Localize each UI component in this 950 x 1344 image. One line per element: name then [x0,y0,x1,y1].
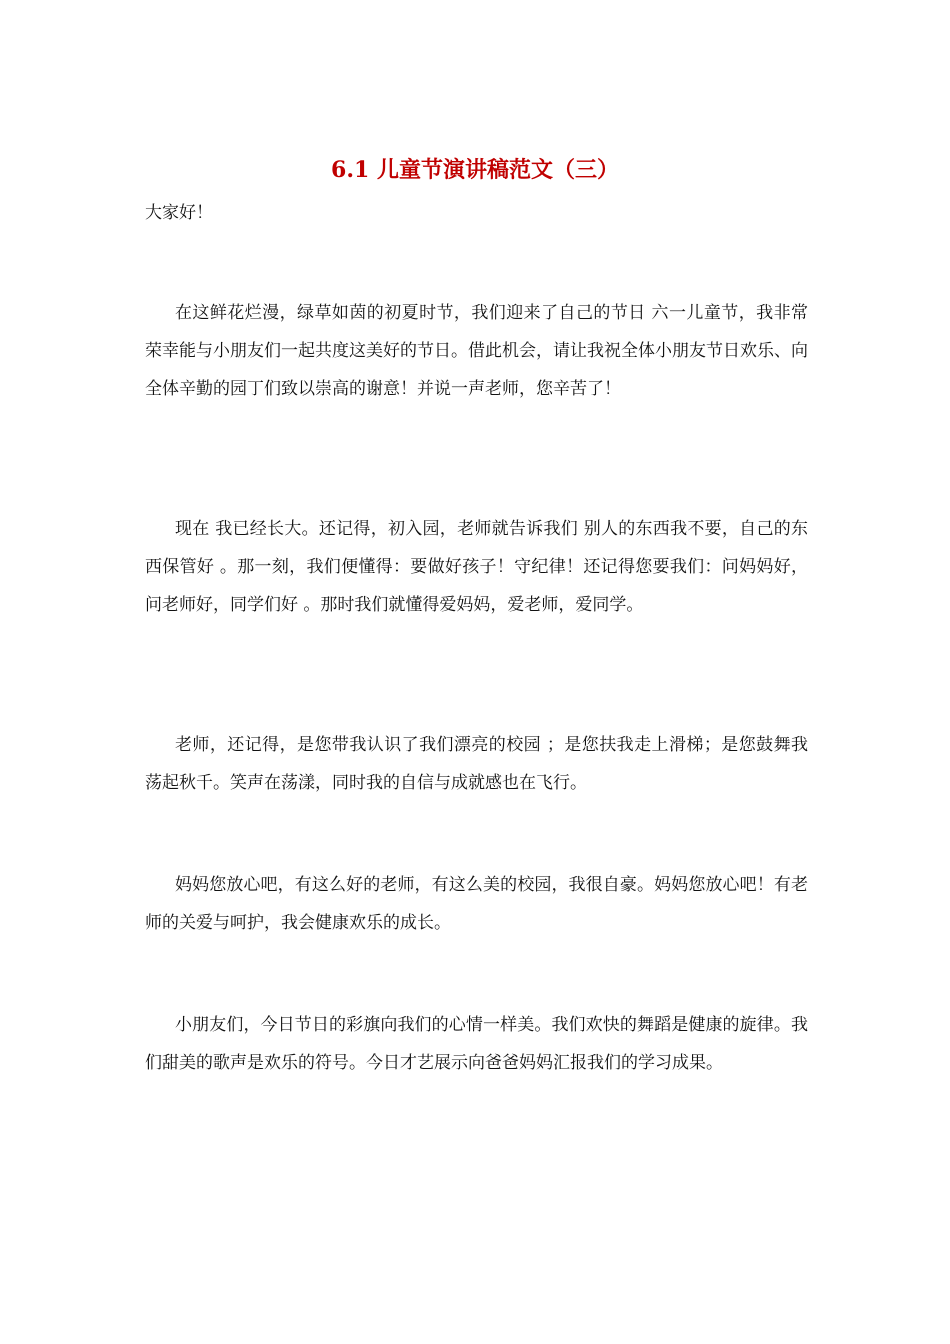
document-title: 6.1 儿童节演讲稿范文（三） [331,157,619,183]
greeting: 大家好！ [145,203,213,223]
paragraph-2: 现在 我已经长大。还记得，初入园，老师就告诉我们 别人的东西我不要，自己的东西保管好 。那一刻，我们便懂得：要做好孩子！守纪律！还记得您要我们：问妈妈好，问老师好，同学们好 。那时我们就懂得爱妈妈，爱老师，爱同学。 [145,519,808,615]
paragraph-5: 小朋友们，今日节日的彩旗向我们的心情一样美。我们欢快的舞蹈是健康的旋律。我们甜美的歌声是欢乐的符号。今日才艺展示向爸爸妈妈汇报我们的学习成果。 [145,1015,808,1073]
paragraph-3: 老师，还记得，是您带我认识了我们漂亮的校园 ；是您扶我走上滑梯；是您鼓舞我荡起秋千。笑声在荡漾，同时我的自信与成就感也在飞行。 [145,735,808,793]
paragraph-1: 在这鲜花烂漫，绿草如茵的初夏时节，我们迎来了自己的节日 六一儿童节，我非常荣幸能与小朋友们一起共度这美好的节日。借此机会，请让我祝全体小朋友节日欢乐、向全体辛勤的园丁们致以崇高的谢意！并说一声老师，您辛苦了！ [145,303,808,399]
paragraph-4: 妈妈您放心吧，有这么好的老师，有这么美的校园，我很自豪。妈妈您放心吧！有老师的关爱与呵护，我会健康欢乐的成长。 [145,875,808,933]
